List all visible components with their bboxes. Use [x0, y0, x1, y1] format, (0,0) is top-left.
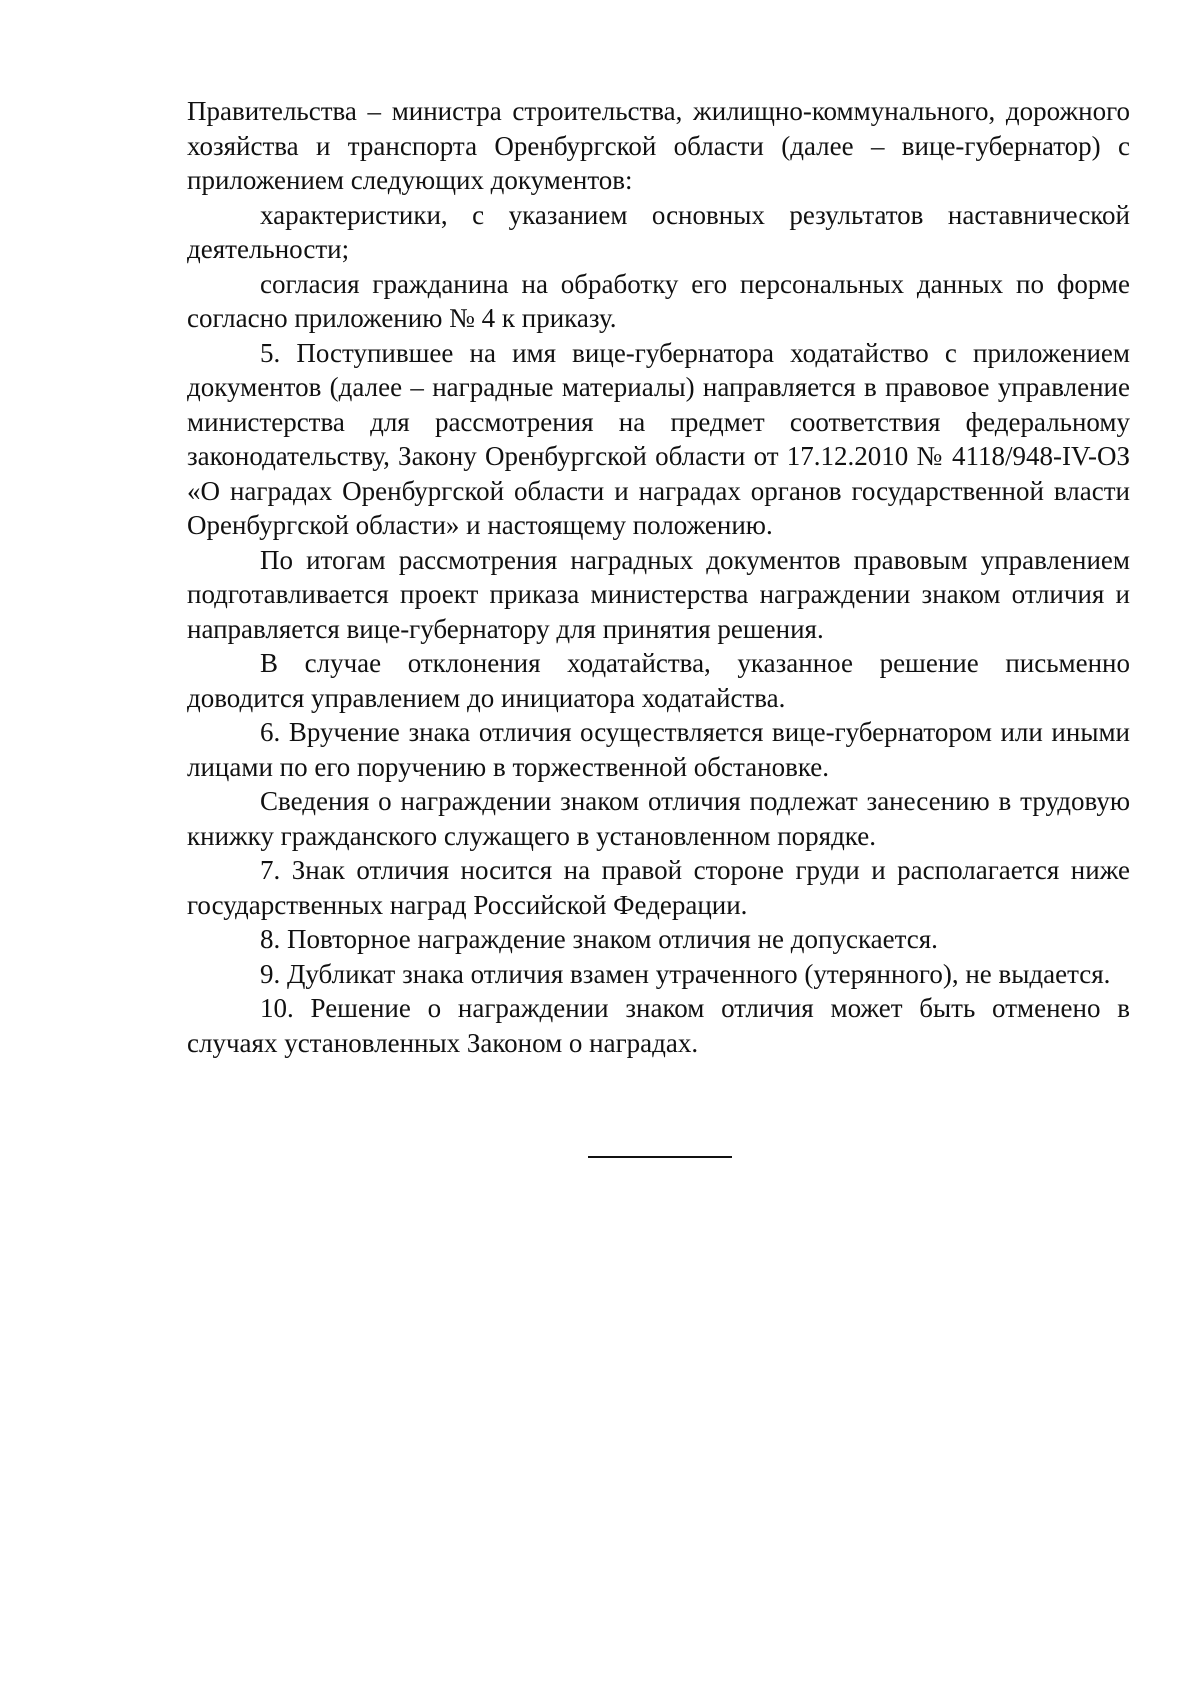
paragraph-item-9: 9. Дубликат знака отличия взамен утраченного (утерянного), не выдается. [260, 958, 1111, 989]
paragraph-characteristics: характеристики, с указанием основных результатов наставнической деятельности; [187, 199, 1130, 264]
paragraph-rejection: В случае отклонения ходатайства, указанное решение письменно доводится управлением до инициатора ходатайства. [187, 648, 1130, 713]
paragraph-work-record: Сведения о награждении знаком отличия подлежат занесению в трудовую книжку гражданского служащего в установленном порядке. [187, 786, 1130, 851]
paragraph-item-5: 5. Поступившее на имя вице-губернатора ходатайство с приложением документов (далее – наградные материалы) направляется в правовое управление министерства для рассмотрения на предмет соответствия федеральному законодательству, Закону Оренбургской области от 17.12.2010 № 4118/948-IV-ОЗ «О наградах Оренбургской области и наградах органов государственной власти Оренбургской области» и настоящему положению. [187, 337, 1130, 540]
paragraph-item-7: 7. Знак отличия носится на правой стороне груди и располагается ниже государственных наград Российской Федерации. [187, 855, 1130, 920]
end-divider-line [588, 1156, 732, 1158]
paragraph-item-8: 8. Повторное награждение знаком отличия не допускается. [260, 924, 938, 954]
paragraph-consent: согласия гражданина на обработку его персональных данных по форме согласно приложению № 4 к приказу. [187, 268, 1130, 333]
paragraph-review-results: По итогам рассмотрения наградных документов правовым управлением подготавливается проект приказа министерства награждении знаком отличия и направляется вице-губернатору для принятия решения. [187, 544, 1130, 644]
paragraph-item-6: 6. Вручение знака отличия осуществляется вице-губернатором или иными лицами по его поручению в торжественной обстановке. [187, 717, 1130, 782]
paragraph-continuation: Правительства – министра строительства, жилищно-коммунального, дорожного хозяйства и транспорта Оренбургской области (далее – вице-губернатор) с приложением следующих документов: [187, 96, 1130, 195]
paragraph-item-10: 10. Решение о награждении знаком отличия может быть отменено в случаях установленных Законом о наградах. [187, 993, 1130, 1058]
document-body [187, 94, 1130, 1060]
